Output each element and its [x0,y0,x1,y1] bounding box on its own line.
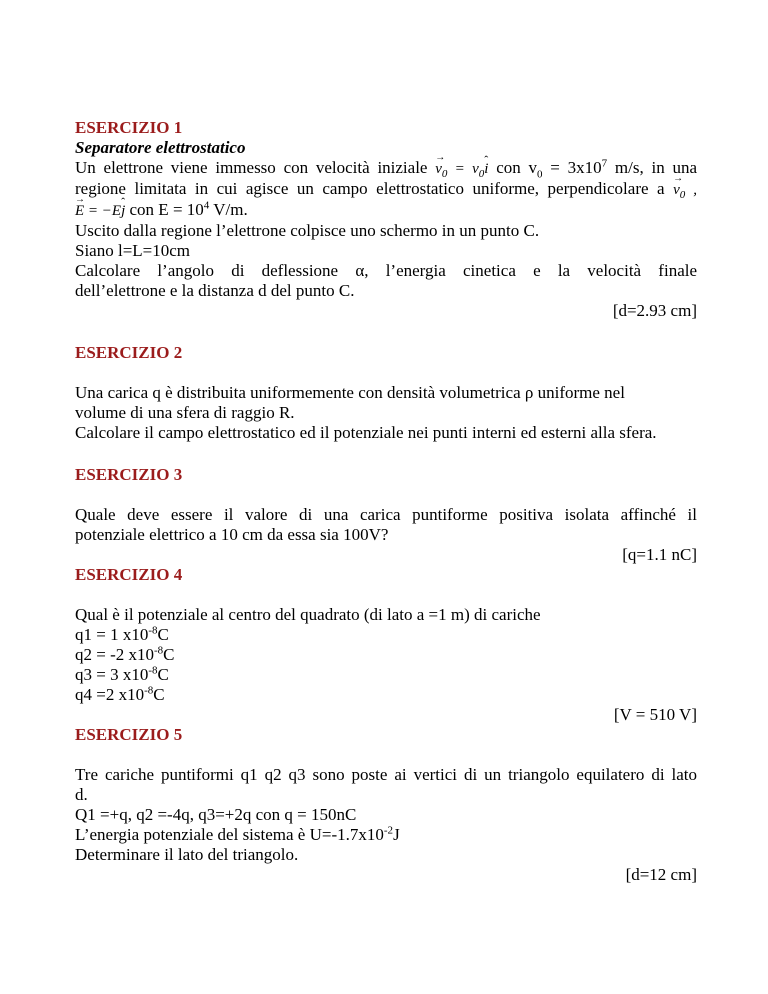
exponent: 4 [203,199,210,212]
subscript: 0 [679,189,686,201]
comma: , [685,182,697,198]
equals: = [447,161,473,177]
text: , l’energia cinetica e la velocità finale [364,261,698,280]
charge-q1 [75,625,697,645]
text: q3 = 3 x10 [75,665,149,684]
spacer [75,745,697,765]
field-formula [75,203,125,219]
exercise-2-line-1 [75,383,697,403]
vector-E: → E [75,201,84,221]
exercise-5-line-4 [75,825,697,845]
exponent: -8 [148,664,158,677]
document-page [75,118,697,885]
spacer [75,321,697,343]
exercise-1-line-4: Uscito dalla regione l’elettrone colpisce uno schermo in un punto C. [75,221,540,240]
spacer [75,485,697,505]
vector-v: → v [435,159,442,179]
exercise-4-title: ESERCIZIO 4 [75,565,183,584]
text: Calcolare l’angolo di deflessione [75,261,339,280]
text [496,157,697,181]
text: con v [496,158,537,177]
subscript: 0 [537,168,543,181]
exercise-5-line-3: Q1 =+q, q2 =-4q, q3=+2q con q = 150nC [75,805,357,824]
spacer [75,363,697,383]
text: V/m. [209,200,248,219]
exercise-3-answer: [q=1.1 nC] [622,545,697,564]
exponent: -8 [154,644,164,657]
charge-q3 [75,665,697,685]
exercise-3-line-1: Quale deve essere il valore di una carica puntiforme positiva isolata affinché il [75,505,697,524]
exercise-2-line-3: Calcolare il campo elettrostatico ed il potenziale nei punti interni ed esterni alla sfera. [75,423,657,442]
subscript: 0 [478,168,485,180]
exponent: -8 [144,684,154,697]
text: = −E [84,203,122,219]
text: L’energia potenziale del sistema è U=-1.7x10 [75,825,384,844]
unit: C [163,645,175,664]
exercise-1-title: ESERCIZIO 1 [75,118,183,137]
exercise-1-subtitle: Separatore elettrostatico [75,138,246,157]
exercise-4-answer: [V = 510 V] [613,705,697,724]
exercise-5-line-2: d. [75,785,88,804]
unit: C [157,625,169,644]
text: m/s, in una [607,158,697,177]
exercise-1-answer: [d=2.93 cm] [612,301,697,320]
unit-vector-i: ˆ i [484,159,488,179]
exercise-2-title: ESERCIZIO 2 [75,343,183,362]
text: Una carica q è distribuita uniformemente con densità volumetrica [75,383,521,402]
spacer [75,443,697,465]
spacer [75,585,697,605]
exercise-4-line-1: Qual è il potenziale al centro del quadrato (di lato a =1 m) di cariche [75,605,541,624]
exercise-1-line-3 [75,200,697,221]
exercise-1-line-6 [75,261,697,281]
vector-v: → v [673,180,680,200]
velocity-formula: → $v_0$ = $v_0ˆ$ i [435,161,488,177]
text: q4 =2 x10 [75,685,145,704]
charge-q2 [75,645,697,665]
unit: C [153,685,165,704]
exercise-1-line-1 [75,158,697,179]
subscript: 0 [441,168,448,180]
text: Un elettrone viene immesso con velocità iniziale [75,158,428,177]
exercise-5-title: ESERCIZIO 5 [75,725,183,744]
exercise-1-line-2 [75,179,697,200]
exercise-3-title: ESERCIZIO 3 [75,465,183,484]
exercise-1-line-5: Siano l=L=10cm [75,241,191,260]
rho-symbol: ρ [524,383,534,402]
text: q2 = -2 x10 [75,645,154,664]
text: regione limitata in cui agisce un campo elettrostatico uniforme, perpendicolare a [75,179,665,198]
exercise-5-line-5: Determinare il lato del triangolo. [75,845,299,864]
text: con E = 10 [129,200,204,219]
text: = 3x10 [542,158,602,177]
exponent: -2 [383,824,394,837]
text: uniforme nel [533,383,625,402]
alpha-symbol: α [355,261,365,280]
exercise-1-line-7: dell’elettrone e la distanza d del punto C. [75,281,355,300]
exercise-3-line-2: potenziale elettrico a 10 cm da essa sia 100V? [75,525,389,544]
exercise-2-line-2: volume di una sfera di raggio R. [75,403,295,422]
velocity-symbol [673,182,697,201]
exponent: -8 [148,624,158,637]
unit: C [157,665,169,684]
unit-vector-j: ˆ j [121,201,125,221]
charge-q4 [75,685,697,705]
text: q1 = 1 x10 [75,625,149,644]
exercise-5-line-1: Tre cariche puntiformi q1 q2 q3 sono poste ai vertici di un triangolo equilatero di lato [75,765,697,784]
unit: J [393,825,400,844]
exponent: 7 [601,157,608,170]
exercise-5-answer: [d=12 cm] [625,865,697,884]
